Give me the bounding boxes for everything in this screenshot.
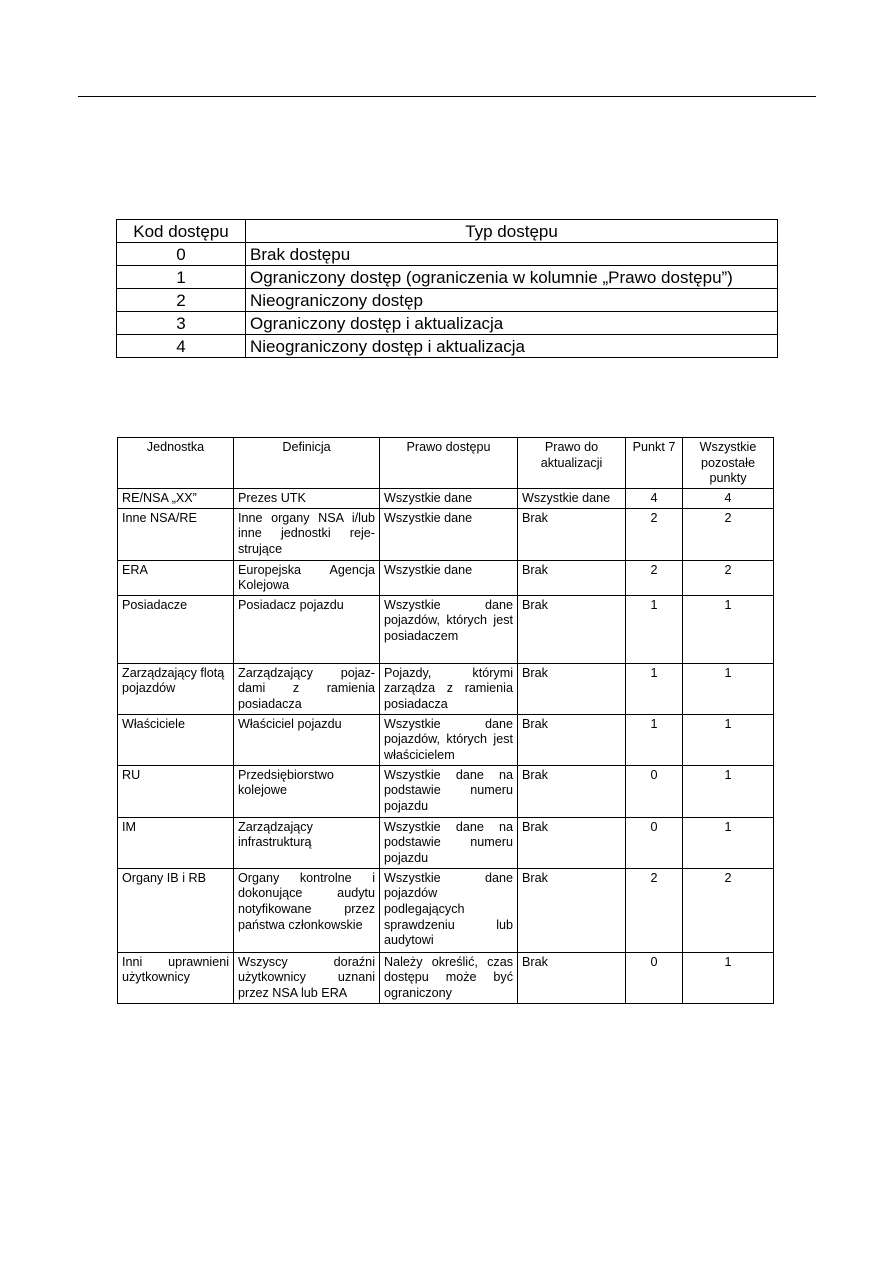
other-points-code-cell: 2 [683, 868, 774, 952]
definition-cell: Posiadacz pojazdu [234, 595, 380, 663]
table-row [118, 560, 774, 595]
table-row [117, 312, 778, 335]
definition-cell: Europejska Agencja Kolejowa [234, 560, 380, 595]
table-row [118, 765, 774, 817]
access-code-cell: 3 [117, 312, 246, 335]
update-right-cell: Brak [518, 765, 626, 817]
definition-cell: Wszyscy doraźni użytkownicy uznani przez NSA lub ERA [234, 952, 380, 1003]
table-row [117, 243, 778, 266]
access-type-cell: Ograniczony dostęp (ograniczenia w kolumnie „Prawo dostępu”) [246, 266, 778, 289]
entity-cell: Posiadacze [118, 595, 234, 663]
access-code-cell: 1 [117, 266, 246, 289]
definition-cell: Przedsiębiorstwo kolejowe [234, 765, 380, 817]
access-right-cell: Wszystkie dane [380, 560, 518, 595]
table-row [118, 817, 774, 868]
access-type-cell: Nieograniczony dostęp i aktualizacja [246, 335, 778, 358]
point7-code-cell: 1 [626, 663, 683, 714]
access-right-cell: Wszystkie dane [380, 508, 518, 560]
column-header: Definicja [234, 438, 380, 489]
access-type-cell: Nieograniczony dostęp [246, 289, 778, 312]
entities-access-table [117, 437, 774, 1004]
point7-code-cell: 0 [626, 765, 683, 817]
other-points-code-cell: 2 [683, 560, 774, 595]
update-right-cell: Brak [518, 560, 626, 595]
column-header: Punkt 7 [626, 438, 683, 489]
other-points-code-cell: 1 [683, 952, 774, 1003]
point7-code-cell: 4 [626, 489, 683, 509]
update-right-cell: Brak [518, 868, 626, 952]
table-row [118, 714, 774, 765]
entity-cell: IM [118, 817, 234, 868]
table-row [118, 595, 774, 663]
entity-cell: Inni uprawnieni użytkownicy [118, 952, 234, 1003]
access-right-cell: Wszystkie dane [380, 489, 518, 509]
column-header: Typ dostępu [246, 220, 778, 243]
entity-cell: Zarządzający flotą pojazdów [118, 663, 234, 714]
entity-cell: Właściciele [118, 714, 234, 765]
definition-cell: Właściciel pojazdu [234, 714, 380, 765]
update-right-cell: Brak [518, 714, 626, 765]
update-right-cell: Wszystkie dane [518, 489, 626, 509]
update-right-cell: Brak [518, 595, 626, 663]
other-points-code-cell: 1 [683, 663, 774, 714]
entity-cell: ERA [118, 560, 234, 595]
point7-code-cell: 1 [626, 595, 683, 663]
update-right-cell: Brak [518, 817, 626, 868]
other-points-code-cell: 1 [683, 714, 774, 765]
entity-cell: RU [118, 765, 234, 817]
access-right-cell: Wszystkie dane na podstawie numeru pojazdu [380, 817, 518, 868]
entity-cell: Organy IB i RB [118, 868, 234, 952]
point7-code-cell: 2 [626, 868, 683, 952]
point7-code-cell: 0 [626, 817, 683, 868]
access-right-cell: Wszystkie dane pojazdów, których jest właścicielem [380, 714, 518, 765]
header-rule [78, 96, 816, 97]
point7-code-cell: 1 [626, 714, 683, 765]
entity-cell: Inne NSA/RE [118, 508, 234, 560]
point7-code-cell: 0 [626, 952, 683, 1003]
other-points-code-cell: 1 [683, 595, 774, 663]
table-row [118, 489, 774, 509]
column-header: Kod dostępu [117, 220, 246, 243]
point7-code-cell: 2 [626, 560, 683, 595]
access-type-cell: Ograniczony dostęp i aktualizacja [246, 312, 778, 335]
table-row [117, 266, 778, 289]
column-header: Wszystkie pozostałe punkty [683, 438, 774, 489]
other-points-code-cell: 1 [683, 817, 774, 868]
access-codes-table [116, 219, 778, 358]
access-right-cell: Wszystkie dane na podstawie numeru pojazdu [380, 765, 518, 817]
definition-cell: Zarządzający infrastrukturą [234, 817, 380, 868]
other-points-code-cell: 4 [683, 489, 774, 509]
column-header: Jednostka [118, 438, 234, 489]
access-code-cell: 2 [117, 289, 246, 312]
access-code-cell: 4 [117, 335, 246, 358]
column-header: Prawo dostępu [380, 438, 518, 489]
definition-cell: Prezes UTK [234, 489, 380, 509]
table-row [117, 289, 778, 312]
other-points-code-cell: 1 [683, 765, 774, 817]
other-points-code-cell: 2 [683, 508, 774, 560]
entity-cell: RE/NSA „XX” [118, 489, 234, 509]
table-header-row [117, 220, 778, 243]
table-row [118, 508, 774, 560]
access-type-cell: Brak dostępu [246, 243, 778, 266]
definition-cell: Inne organy NSA i/lub inne jednostki reje-strujące [234, 508, 380, 560]
access-right-cell: Wszystkie dane pojazdów, których jest posiadaczem [380, 595, 518, 663]
access-right-cell: Należy określić, czas dostępu może być ograniczony [380, 952, 518, 1003]
table-row [117, 335, 778, 358]
update-right-cell: Brak [518, 508, 626, 560]
definition-cell: Organy kontrolne i dokonujące audytu notyfikowane przez państwa członkowskie [234, 868, 380, 952]
table-row [118, 663, 774, 714]
table-header-row [118, 438, 774, 489]
update-right-cell: Brak [518, 663, 626, 714]
access-right-cell: Wszystkie dane pojazdów podlegających sprawdzeniu lub audytowi [380, 868, 518, 952]
table-row [118, 952, 774, 1003]
column-header: Prawo do aktualizacji [518, 438, 626, 489]
definition-cell: Zarządzający pojaz-dami z ramienia posiadacza [234, 663, 380, 714]
point7-code-cell: 2 [626, 508, 683, 560]
access-code-cell: 0 [117, 243, 246, 266]
access-right-cell: Pojazdy, którymi zarządza z ramienia posiadacza [380, 663, 518, 714]
update-right-cell: Brak [518, 952, 626, 1003]
table-row [118, 868, 774, 952]
